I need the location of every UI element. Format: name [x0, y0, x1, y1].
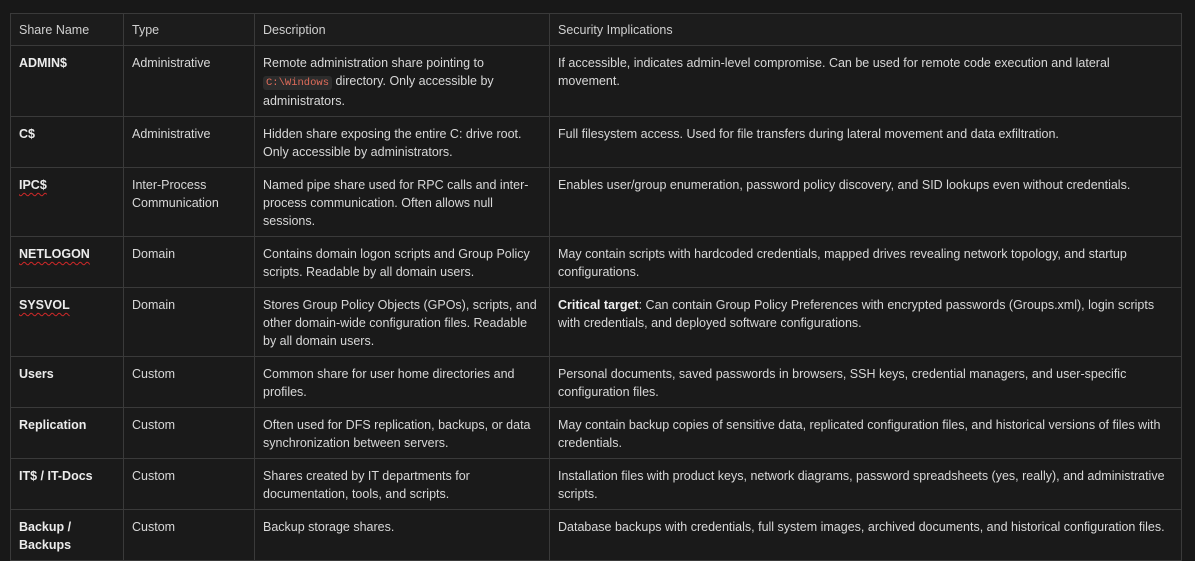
share-description-cell: Hidden share exposing the entire C: drive root. Only accessible by administrators. — [255, 117, 550, 168]
shares-table — [10, 13, 1182, 561]
share-name-cell: Replication — [11, 408, 124, 459]
table-row — [11, 46, 1182, 117]
share-name-cell: NETLOGON — [11, 237, 124, 288]
share-type-cell: Administrative — [124, 46, 255, 117]
share-name-cell: C$ — [11, 117, 124, 168]
header-description: Description — [255, 14, 550, 46]
share-implications-cell: Installation files with product keys, network diagrams, password spreadsheets (yes, really), and administrative scripts. — [550, 459, 1182, 510]
share-description-cell: Common share for user home directories and profiles. — [255, 357, 550, 408]
share-name-cell: SYSVOL — [11, 288, 124, 357]
share-name-cell: Users — [11, 357, 124, 408]
share-implications-cell: May contain scripts with hardcoded credentials, mapped drives revealing network topology, and startup configurations. — [550, 237, 1182, 288]
share-type-cell: Custom — [124, 459, 255, 510]
share-implications-cell: If accessible, indicates admin-level compromise. Can be used for remote code execution and lateral movement. — [550, 46, 1182, 117]
share-name-cell: Backup / Backups — [11, 510, 124, 561]
share-description-cell: Contains domain logon scripts and Group Policy scripts. Readable by all domain users. — [255, 237, 550, 288]
share-type-cell: Domain — [124, 237, 255, 288]
share-type-cell: Administrative — [124, 117, 255, 168]
table-row — [11, 510, 1182, 561]
share-name-cell: IT$ / IT-Docs — [11, 459, 124, 510]
table-row — [11, 288, 1182, 357]
table-header-row — [11, 14, 1182, 46]
share-description-cell: Shares created by IT departments for documentation, tools, and scripts. — [255, 459, 550, 510]
share-type-cell: Custom — [124, 357, 255, 408]
share-implications-cell: Enables user/group enumeration, password policy discovery, and SID lookups even without credentials. — [550, 168, 1182, 237]
share-type-cell: Custom — [124, 510, 255, 561]
share-description-cell: Backup storage shares. — [255, 510, 550, 561]
critical-target-label: Critical target — [558, 298, 639, 312]
share-description-cell: Stores Group Policy Objects (GPOs), scripts, and other domain-wide configuration files. Readable by all domain users. — [255, 288, 550, 357]
header-type: Type — [124, 14, 255, 46]
shares-table-container — [10, 13, 1182, 561]
share-implications-cell: May contain backup copies of sensitive data, replicated configuration files, and historical versions of files with credentials. — [550, 408, 1182, 459]
share-description-cell: Named pipe share used for RPC calls and inter-process communication. Often allows null sessions. — [255, 168, 550, 237]
share-type-cell: Domain — [124, 288, 255, 357]
inline-code: C:\Windows — [263, 76, 332, 90]
share-implications-cell: Critical target: Can contain Group Policy Preferences with encrypted passwords (Groups.xml), login scripts with credentials, and deployed software configurations. — [550, 288, 1182, 357]
table-row — [11, 117, 1182, 168]
share-implications-cell: Full filesystem access. Used for file transfers during lateral movement and data exfiltration. — [550, 117, 1182, 168]
header-security-implications: Security Implications — [550, 14, 1182, 46]
share-description-cell: Remote administration share pointing to C:\Windows directory. Only accessible by administrators. — [255, 46, 550, 117]
share-type-cell: Inter-Process Communication — [124, 168, 255, 237]
share-name-cell: IPC$ — [11, 168, 124, 237]
share-implications-cell: Personal documents, saved passwords in browsers, SSH keys, credential managers, and user-specific configuration files. — [550, 357, 1182, 408]
share-implications-cell: Database backups with credentials, full system images, archived documents, and historical configuration files. — [550, 510, 1182, 561]
header-share-name: Share Name — [11, 14, 124, 46]
table-row — [11, 408, 1182, 459]
table-row — [11, 459, 1182, 510]
table-row — [11, 168, 1182, 237]
table-row — [11, 357, 1182, 408]
table-row — [11, 237, 1182, 288]
share-name-cell: ADMIN$ — [11, 46, 124, 117]
share-description-cell: Often used for DFS replication, backups, or data synchronization between servers. — [255, 408, 550, 459]
share-type-cell: Custom — [124, 408, 255, 459]
